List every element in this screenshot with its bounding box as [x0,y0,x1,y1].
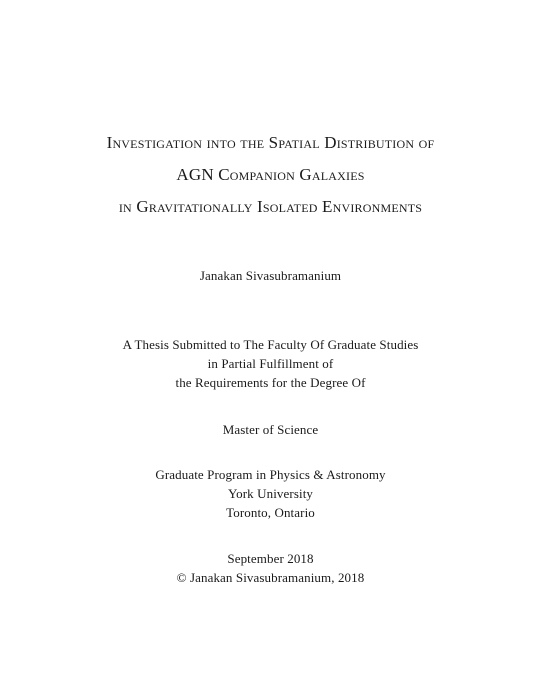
submission-line-3: the Requirements for the Degree Of [175,375,366,390]
title-line-3: in Gravitationally Isolated Environments [118,197,423,216]
submission-date: September 2018 [227,551,314,566]
submission-line-1: A Thesis Submitted to The Faculty Of Graduate Studies [122,337,419,352]
title-line-2: AGN Companion Galaxies [176,165,365,184]
submission-line-2: in Partial Fulfillment of [207,356,334,371]
university-name: York University [227,486,314,501]
author-name: Janakan Sivasubramanium [199,268,342,283]
copyright-notice: © Janakan Sivasubramanium, 2018 [176,570,365,585]
program-name: Graduate Program in Physics & Astronomy [155,467,386,482]
location: Toronto, Ontario [226,505,315,520]
degree-name: Master of Science [222,422,319,437]
title-line-1: Investigation into the Spatial Distribution of [106,133,435,152]
